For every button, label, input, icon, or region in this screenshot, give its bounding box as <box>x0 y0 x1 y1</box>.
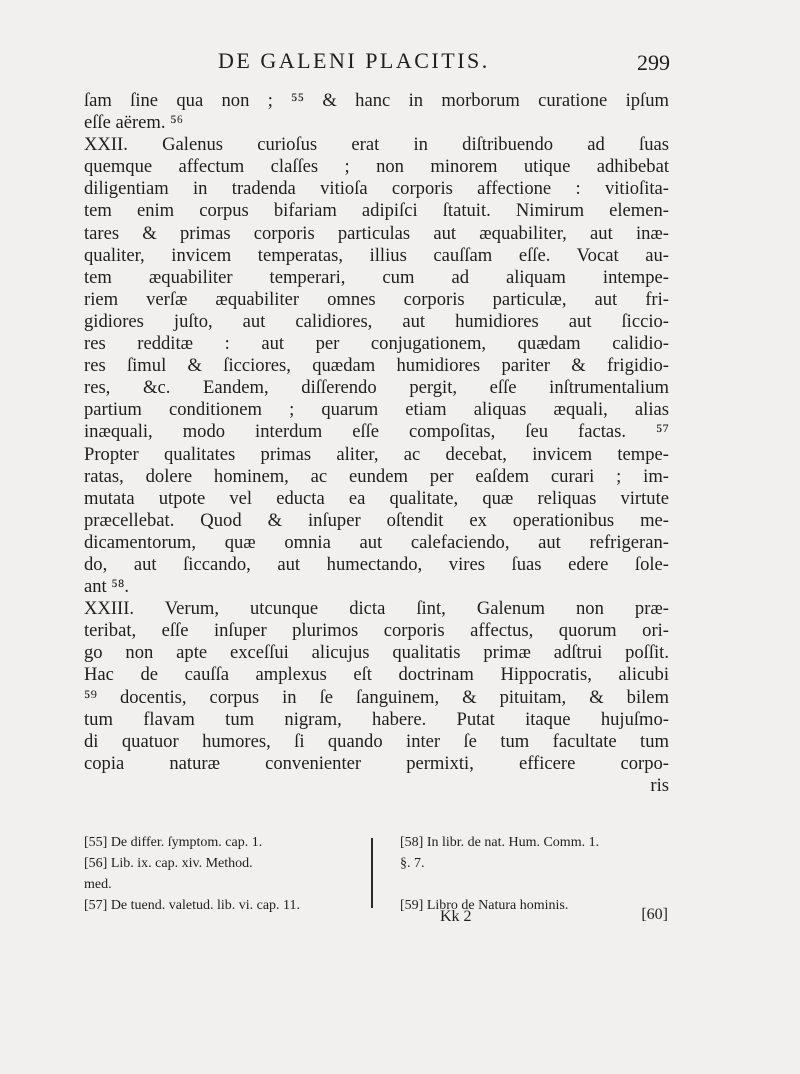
text-line: eſſe aërem. ⁵⁶ <box>84 112 184 134</box>
text-line: qualiter, invicem temperatas, illius cauſſam eſſe. Vocat au- <box>84 244 669 266</box>
footnotes-left-column <box>84 832 376 916</box>
text-line: copia naturæ convenienter permixti, efficere corpo- <box>84 752 669 774</box>
text-line: ant ⁵⁸. <box>84 576 129 598</box>
text-line: quemque affectum claſſes ; non minorem utique adhibebat <box>84 156 669 178</box>
text-line: præcellebat. Quod & inſuper oſtendit ex operationibus me- <box>84 509 669 531</box>
running-header <box>84 48 684 80</box>
text-line: tem enim corpus bifariam adipiſci ſtatuit. Nimirum elemen- <box>84 200 669 222</box>
footnote: med. <box>84 877 112 892</box>
footnote: [59] Libro de Natura hominis. <box>400 898 569 913</box>
text-line: tem æquabiliter temperari, cum ad aliquam intempe- <box>84 266 669 288</box>
text-line: diligentiam in tradenda vitioſa corporis affectione : vitioſita- <box>84 178 669 200</box>
text-line: mutata utpote vel educta ea qualitate, quæ reliquas virtute <box>84 487 669 509</box>
text-line: tum flavam tum nigram, habere. Putat itaque hujuſmo- <box>84 708 669 730</box>
text-line: ris <box>650 774 669 796</box>
footnote <box>400 874 670 895</box>
footnote: [57] De tuend. valetud. lib. vi. cap. 11. <box>84 898 301 913</box>
text-line: teribat, eſſe inſuper plurimos corporis affectus, quorum ori- <box>84 620 669 642</box>
footnote: [55] De differ. ſymptom. cap. 1. <box>84 835 263 850</box>
running-title: DE GALENI PLACITIS. <box>218 48 490 73</box>
page-number: 299 <box>637 50 670 75</box>
text-line: res redditæ : aut per conjugationem, quædam calidio- <box>84 333 669 355</box>
text-line: XXIII. Verum, utcunque dicta ſint, Galenum non præ- <box>84 598 669 620</box>
text-line: Hac de cauſſa amplexus eſt doctrinam Hippocratis, alicubi <box>84 664 669 686</box>
text-line: ratas, dolere hominem, ac eundem per eaſdem curari ; im- <box>84 465 669 487</box>
text-line: ⁵⁹ docentis, corpus in ſe ſanguinem, & pituitam, & bilem <box>84 686 669 708</box>
text-line: partium conditionem ; quarum etiam aliquas æquali, alias <box>84 399 669 421</box>
footnote: [58] In libr. de nat. Hum. Comm. 1. <box>400 835 600 850</box>
text-line: do, aut ſiccando, aut humectando, vires ſuas edere ſole- <box>84 553 669 575</box>
footnote: [56] Lib. ix. cap. xiv. Method. <box>84 856 253 871</box>
text-line: riem verſæ æquabiliter omnes corporis particulæ, aut fri- <box>84 288 669 310</box>
signature-mark: Kk 2 <box>440 908 472 925</box>
text-line: res ſimul & ſicciores, quædam humidiores pariter & frigidio- <box>84 355 669 377</box>
text-line: res, &c. Eandem, diſſerendo pergit, eſſe inſtrumentalium <box>84 377 669 399</box>
catchword: [60] <box>641 906 668 923</box>
footnote: §. 7. <box>400 856 425 871</box>
text-line: gidiores juſto, aut calidiores, aut humidiores aut ſiccio- <box>84 310 669 332</box>
text-line: go non apte exceſſui alicujus qualitatis primæ adſtrui poſſit. <box>84 642 669 664</box>
text-line: inæquali, modo interdum eſſe compoſitas, ſeu factas. ⁵⁷ <box>84 421 669 443</box>
text-line: di quatuor humores, ſi quando inter ſe tum facultate tum <box>84 730 669 752</box>
main-text <box>84 90 669 797</box>
footnotes-right-column <box>400 832 670 916</box>
text-line: XXII. Galenus curioſus erat in diſtribuendo ad ſuas <box>84 134 669 156</box>
footnote-divider <box>371 838 373 908</box>
text-line: tares & primas corporis particulas aut æquabiliter, aut inæ- <box>84 222 669 244</box>
text-line: ſam ſine qua non ; ⁵⁵ & hanc in morborum curatione ipſum <box>84 90 669 111</box>
text-line: Propter qualitates primas aliter, ac decebat, invicem tempe- <box>84 443 669 465</box>
text-line: dicamentorum, quæ omnia aut calefaciendo, aut refrigeran- <box>84 531 669 553</box>
